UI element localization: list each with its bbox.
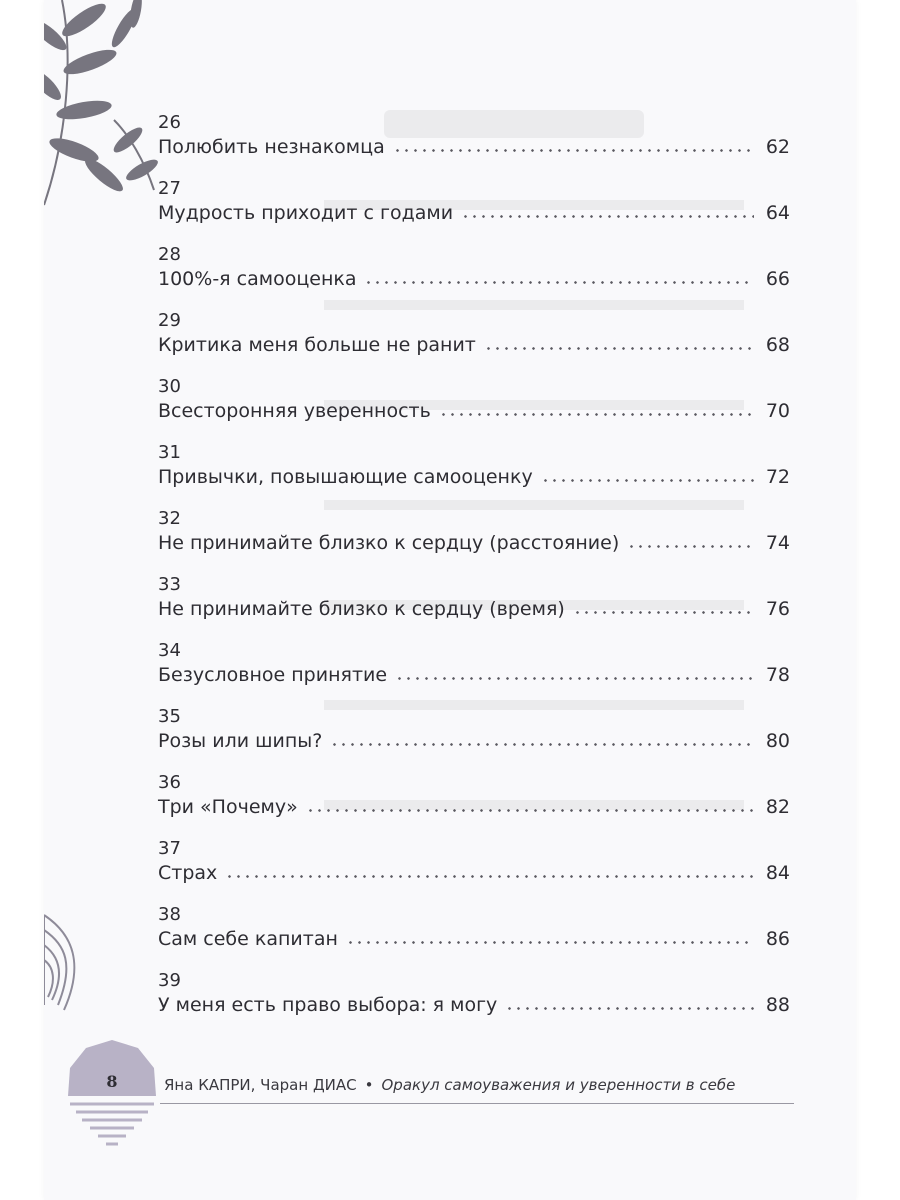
toc-entry-page: 74 bbox=[765, 532, 790, 554]
authors: Яна КАПРИ, Чаран ДИАС bbox=[164, 1076, 357, 1094]
toc-entry bbox=[158, 370, 790, 436]
toc-entry bbox=[158, 634, 790, 700]
toc-entry bbox=[158, 568, 790, 634]
dot-leader bbox=[364, 281, 754, 284]
toc-entry-page: 62 bbox=[765, 136, 790, 158]
sunset-badge-icon bbox=[66, 1038, 158, 1158]
toc-entry-page: 68 bbox=[765, 334, 790, 356]
toc-entry-number: 35 bbox=[158, 706, 181, 727]
toc-entry-title: Безусловное принятие bbox=[158, 664, 388, 686]
page-footer bbox=[44, 1020, 856, 1200]
toc-entry-row bbox=[158, 928, 790, 950]
footer-rule bbox=[160, 1103, 794, 1104]
palm-leaf-icon bbox=[44, 905, 104, 1015]
toc-entry bbox=[158, 238, 790, 304]
toc-entry-row bbox=[158, 136, 790, 158]
toc-entry bbox=[158, 304, 790, 370]
toc-entry-title: Не принимайте близко к сердцу (расстояние) bbox=[158, 532, 620, 554]
toc-entry-page: 84 bbox=[765, 862, 790, 884]
toc-entry-page: 76 bbox=[765, 598, 790, 620]
dot-leader bbox=[346, 941, 754, 944]
toc-entry-page: 72 bbox=[765, 466, 790, 488]
toc-entry-page: 88 bbox=[765, 994, 790, 1016]
toc-entry-number: 34 bbox=[158, 640, 181, 661]
toc-entry-row bbox=[158, 598, 790, 620]
toc-entry-number: 27 bbox=[158, 178, 181, 199]
toc-entry-title: Розы или шипы? bbox=[158, 730, 323, 752]
toc-entry-number: 39 bbox=[158, 970, 181, 991]
dot-leader bbox=[541, 479, 754, 482]
toc-entry-row bbox=[158, 994, 790, 1016]
toc-entry-row bbox=[158, 532, 790, 554]
dot-leader bbox=[484, 347, 754, 350]
toc-entry bbox=[158, 700, 790, 766]
dot-leader bbox=[393, 149, 754, 152]
running-footer bbox=[164, 1076, 735, 1094]
toc-entry-title: Три «Почему» bbox=[158, 796, 298, 818]
dot-leader bbox=[505, 1007, 754, 1010]
toc-entry-page: 86 bbox=[765, 928, 790, 950]
dot-leader bbox=[330, 743, 754, 746]
toc-entry-row bbox=[158, 664, 790, 686]
toc-entry-number: 32 bbox=[158, 508, 181, 529]
toc-entry-title: 100%-я самооценка bbox=[158, 268, 357, 290]
toc-entry-number: 33 bbox=[158, 574, 181, 595]
toc-entry-page: 66 bbox=[765, 268, 790, 290]
toc-entry-number: 30 bbox=[158, 376, 181, 397]
toc-entry-number: 37 bbox=[158, 838, 181, 859]
separator-bullet: • bbox=[364, 1076, 374, 1094]
toc-entry-page: 64 bbox=[765, 202, 790, 224]
toc-entry-page: 78 bbox=[765, 664, 790, 686]
toc-entry-row bbox=[158, 268, 790, 290]
toc-entry-page: 70 bbox=[765, 400, 790, 422]
toc-entry-title: У меня есть право выбора: я могу bbox=[158, 994, 498, 1016]
toc-entry-row bbox=[158, 862, 790, 884]
toc-entry-title: Не принимайте близко к сердцу (время) bbox=[158, 598, 565, 620]
toc-entry-row bbox=[158, 466, 790, 488]
toc-entry-page: 80 bbox=[765, 730, 790, 752]
toc-entry-number: 31 bbox=[158, 442, 181, 463]
toc-entry-row bbox=[158, 202, 790, 224]
toc-entry bbox=[158, 436, 790, 502]
toc-entry bbox=[158, 106, 790, 172]
toc-entry bbox=[158, 766, 790, 832]
toc-entry-row bbox=[158, 796, 790, 818]
toc-entry-title: Полюбить незнакомца bbox=[158, 136, 385, 158]
toc-entry-title: Привычки, повышающие самооценку bbox=[158, 466, 533, 488]
toc-entry-title: Критика меня больше не ранит bbox=[158, 334, 476, 356]
toc-entry-page: 82 bbox=[765, 796, 790, 818]
toc-entry bbox=[158, 172, 790, 238]
dot-leader bbox=[627, 545, 754, 548]
toc-entry bbox=[158, 502, 790, 568]
book-title: Оракул самоуважения и уверенности в себе bbox=[381, 1076, 736, 1094]
dot-leader bbox=[573, 611, 754, 614]
toc-entry-title: Страх bbox=[158, 862, 218, 884]
dot-leader bbox=[461, 215, 754, 218]
toc-entry-number: 36 bbox=[158, 772, 181, 793]
toc-entry-row bbox=[158, 334, 790, 356]
toc-entry-number: 38 bbox=[158, 904, 181, 925]
toc-entry-title: Мудрость приходит с годами bbox=[158, 202, 454, 224]
toc-entry-number: 26 bbox=[158, 112, 181, 133]
toc-entry-title: Всесторонняя уверенность bbox=[158, 400, 431, 422]
toc-entry bbox=[158, 898, 790, 964]
toc-entry-row bbox=[158, 400, 790, 422]
toc-entry-number: 29 bbox=[158, 310, 181, 331]
toc-entry-title: Сам себе капитан bbox=[158, 928, 338, 950]
dot-leader bbox=[225, 875, 754, 878]
table-of-contents bbox=[158, 106, 790, 1030]
dot-leader bbox=[306, 809, 754, 812]
toc-entry-number: 28 bbox=[158, 244, 181, 265]
dot-leader bbox=[395, 677, 754, 680]
toc-entry bbox=[158, 832, 790, 898]
dot-leader bbox=[439, 413, 754, 416]
page-number: 8 bbox=[106, 1072, 118, 1091]
book-page bbox=[44, 0, 856, 1200]
toc-entry-row bbox=[158, 730, 790, 752]
